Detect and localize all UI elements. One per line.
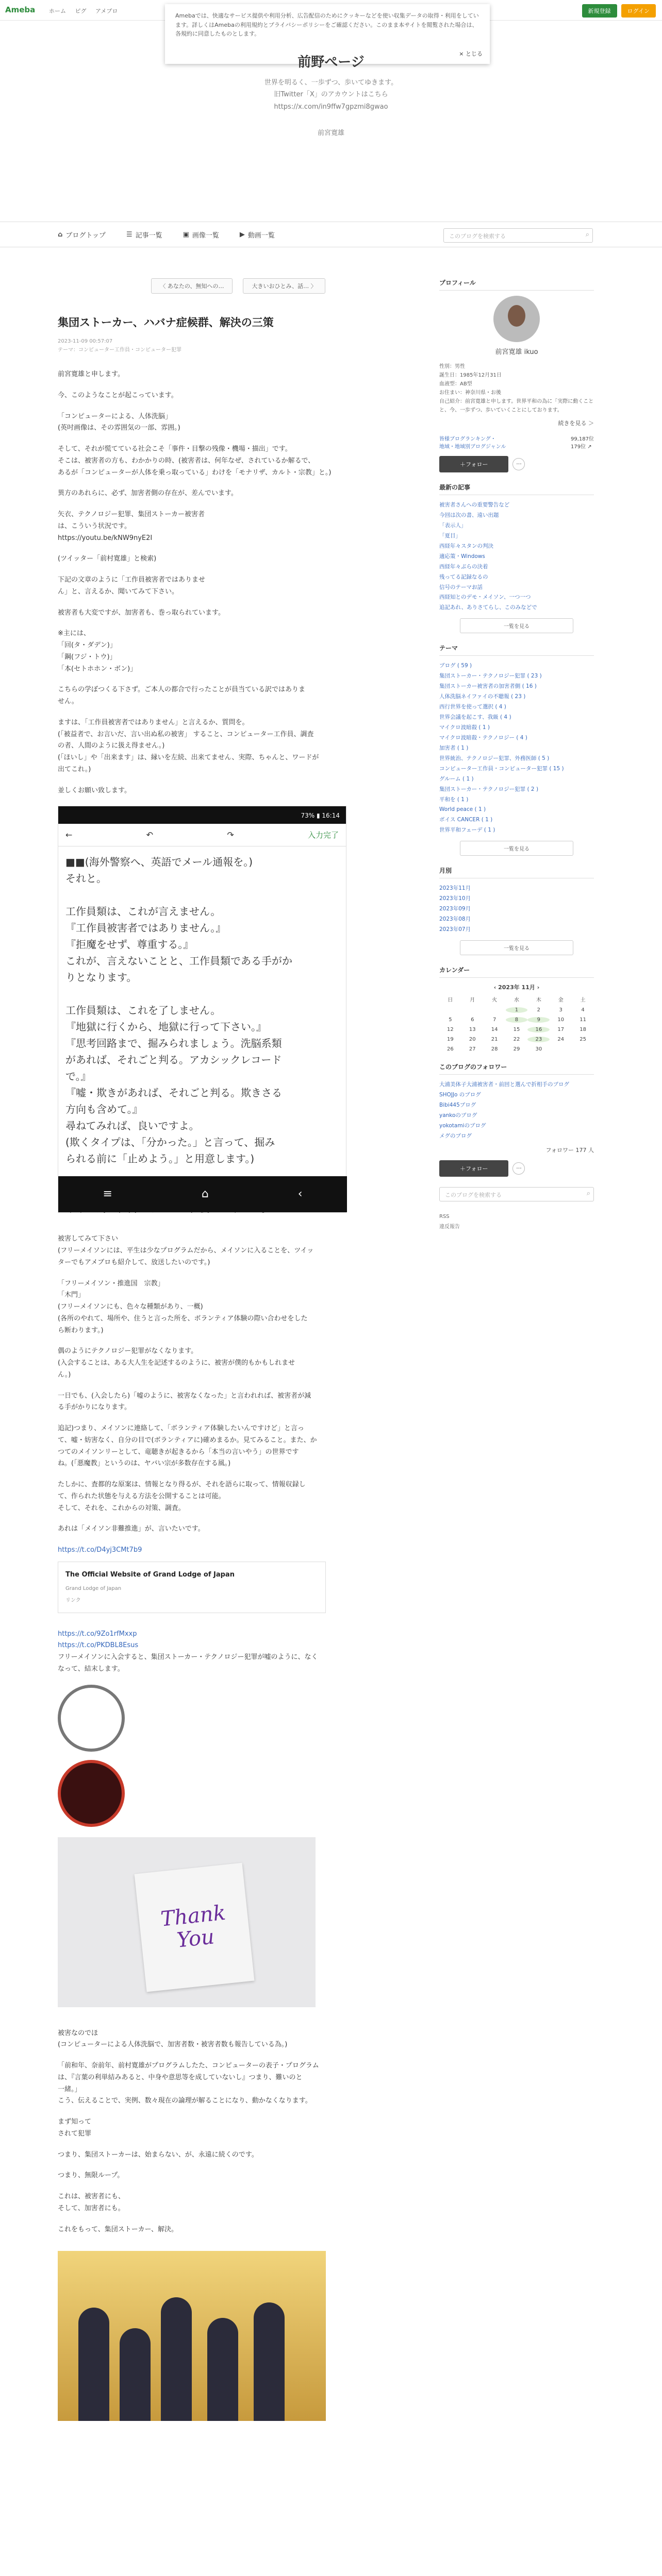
paragraph: つまり、無限ループ。	[58, 2172, 124, 2180]
tab-label: ブログトップ	[65, 231, 106, 240]
recent-entry-link[interactable]: 適応策・Windows	[439, 553, 485, 560]
paragraph: 今、このようなことが起こっています。	[58, 391, 178, 399]
search-icon[interactable]: ⌕	[586, 1189, 590, 1197]
followers-heading: このブログのフォロワー	[439, 1062, 594, 1075]
calendar-heading: カレンダー	[439, 965, 594, 978]
follower-count[interactable]: フォロワー 177 人	[545, 1146, 594, 1154]
person-figure	[161, 2297, 192, 2421]
month-link[interactable]: 2023年10月	[439, 895, 471, 902]
calendar-weekday: 火	[492, 997, 498, 1003]
paragraph: 下記の文章のように「工作員被害者ではありませ ん」と、言えるか、聞いてみて下さい。	[58, 576, 206, 596]
twitter-line: 旧Twitter「X」のアカウントはこちら	[274, 91, 388, 99]
paragraph: 被害者も大変ですが、加害者も、巻っ取られています。	[58, 608, 225, 617]
theme-link[interactable]: 集団ストーカー被害者の加害者側 ( 16 )	[439, 683, 537, 690]
phone-done-label: 入力完了	[307, 830, 339, 840]
paragraph: 偶のようにテクノロジー犯罪がなくなります。 (入会することは、ある大人生を記述するのように、被害が僕的もかもしれませ ん。)	[58, 1347, 295, 1379]
prev-entry-button[interactable]: 〈 あなたの、無知への…	[151, 278, 233, 294]
phone-text: ■■(海外警察へ、英語でメール通報を。) それと。 工作員類は、これが言えません。 『工作員被害者ではありません。』 『拒魔をせず、尊重する。』 これが、言えないことと、工作員類である手がか りとなります。 工作員類は、これを了しません。 『地獄に行くから、地獄に行って下さい。』 『思考回路まで、掘みられましょう。洗脳系類 があれば、それごと判る。アカシックレコード で。』 『嘘・欺きがあれば、それごと判る。欺きさる 方向も含めて。』 尋ねてみれば、良いですよ。 (欺くタイプは、「分かった。」と言って、掘み られる前に「止めよう。」と用意します。)	[65, 856, 292, 1165]
calendar-day: 15	[513, 1026, 520, 1032]
external-link[interactable]: https://t.co/9Zo1rfMxxp	[58, 1630, 137, 1638]
follower-link[interactable]: Bibi445ブログ	[439, 1101, 476, 1108]
paragraph: つまり、集団ストーカーは、始まらない、が、永遠に続くのです。	[58, 2150, 258, 2159]
calendar-day: 28	[491, 1046, 498, 1052]
thank-you-card-image	[58, 1837, 316, 2007]
entry-meta	[58, 337, 419, 354]
follower-link[interactable]: 大浦美体子大浦被害者・前回と選んで折相手のブログ	[439, 1081, 569, 1088]
calendar-day: 24	[557, 1036, 565, 1042]
avatar[interactable]	[493, 296, 540, 342]
theme-link[interactable]: 人体洗脳ネイファイの不聴報 ( 23 )	[439, 693, 526, 700]
paragraph: たしかに、査都的な原案は、情報となり得るが、それを語らに取って、情報収録し て、作られた状態を与える方法を公開することは可能。 そして、それを、これからの対策、調査。	[58, 1481, 306, 1512]
follow-button[interactable]: ＋フォロー	[439, 1160, 508, 1177]
person-figure	[254, 2302, 285, 2421]
paragraph: あれは「メイソン非難推進」が、言いたいです。	[58, 1525, 205, 1533]
see-all-button[interactable]: 一覧を見る	[460, 841, 573, 856]
paragraph: これは、被害者にも、 そして、加害者にも。	[58, 2193, 125, 2212]
image-icon: ▣	[183, 230, 189, 239]
sidebar	[439, 268, 594, 1232]
follower-link[interactable]: yokotamiのブログ	[439, 1122, 486, 1129]
follower-link[interactable]: メグのブログ	[439, 1132, 472, 1139]
recent-entry-link[interactable]: 西経知とのデモ・メイソン、一つ一つ	[439, 594, 531, 601]
paragraph: 追記)つまり、メイソンに連絡して、「ボランティア体験したいんですけど」と言っ て、嘘・妨害なく、自分の目で(ボランティアに)確めまるか。見てみること。また、か つてのメイソンリーとして、竜聴きが起きるから「本当の言いやう」の世界です ね。(「悪魔教」というのは、ヤバい宗が多数存在する風。)	[58, 1425, 317, 1468]
list-icon: ☰	[126, 230, 133, 239]
register-button[interactable]: 新規登録	[582, 4, 617, 18]
back-arrow-icon: ←	[65, 829, 73, 840]
tab-videos[interactable]	[240, 230, 275, 240]
theme-link[interactable]: 集団ストーカー・テクノロジー犯罪 ( 23 )	[439, 673, 542, 680]
recent-heading: 最新の記事	[439, 483, 594, 495]
paragraph: ますは、「工作員被害者ではありません」と言えるか、質問を。 (「被益者で、お言いだ、言い出ぬ私の被害」 すること、コンピューター工作員、調査 の者、人間のように扱え得ません。) (「ほいし」や「出来ます」は、縁いを左続、出来てません、実際、ちゃんと、ワードが 出てこれ。)	[58, 718, 319, 773]
calendar-weekday: 土	[580, 997, 586, 1003]
ranking-value: 99,187位 179位 ↗	[571, 436, 594, 450]
month-list	[439, 884, 594, 935]
calendar-day: 18	[580, 1026, 586, 1032]
recent-entry-link[interactable]: 被害者さんへの重要警告など	[439, 502, 510, 508]
calendar-day: 11	[580, 1016, 586, 1023]
theme-link[interactable]: 加害者 ( 1 )	[439, 744, 469, 751]
home-icon: ⌂	[58, 230, 63, 239]
paragraph: フリーメイソンに入会すると、集団ストーカー・テクノロジー犯罪が嘘のように、なく なって、結末します。	[58, 1653, 318, 1673]
calendar-day: 25	[580, 1036, 586, 1042]
tab-label: 記事一覧	[135, 231, 162, 240]
recent-list	[439, 500, 594, 613]
calendar-blank	[439, 1007, 461, 1013]
redo-icon: ↷	[227, 829, 234, 840]
blog-title[interactable]: 前野ぺージ	[297, 55, 365, 70]
calendar-weekday: 日	[448, 997, 453, 1003]
masonic-emblem-image	[58, 1685, 125, 1752]
top-nav	[49, 7, 125, 15]
external-link[interactable]: https://t.co/PKDBL8Esus	[58, 1641, 139, 1650]
report-link[interactable]: 違反報告	[439, 1224, 460, 1230]
month-link[interactable]: 2023年09月	[439, 906, 471, 912]
link-card-title: The Official Website of Grand Lodge of Japan	[65, 1570, 235, 1579]
tab-images[interactable]	[183, 230, 219, 240]
phone-screenshot-image	[58, 806, 346, 1213]
search-icon[interactable]: ⌕	[585, 231, 589, 239]
calendar-day: 19	[447, 1036, 454, 1042]
calendar-day: 17	[557, 1026, 565, 1032]
rss-link[interactable]: RSS	[439, 1213, 450, 1219]
link-card[interactable]	[58, 1562, 326, 1613]
blog-search-input[interactable]	[443, 228, 593, 243]
paragraph: 一日でも、(入会したら)「嘘のように、被害なくなった」と言われれば、被害者が減 る手がかりになります。	[58, 1392, 311, 1412]
paragraph: 被害してみて下さい (フリーメイソンには、平生は少なプログラムだから、メイソンに入ることを、ツイッ ターでもアメブロも紹介して、放送したいのです。)	[58, 1235, 314, 1266]
login-button[interactable]: ログイン	[621, 4, 656, 18]
lodge-seal-image	[58, 1760, 125, 1827]
theme-link[interactable]: 西行世界を使って選択 ( 4 )	[439, 704, 506, 710]
more-options-icon[interactable]: ···	[512, 458, 525, 470]
follow-area	[439, 456, 594, 472]
paragraph: 矢衣、テクノロジー犯罪、集団ストーカー被害者 は、こういう状況です。 https://youtu.be/kNW9nyE2I	[58, 511, 205, 542]
calendar-day: 13	[469, 1026, 476, 1032]
month-link[interactable]: 2023年07月	[439, 926, 471, 933]
twitter-url[interactable]: https://x.com/in9ffw7gpzmi8gwao	[274, 103, 388, 111]
paragraph: 前宮寛雄と申します。	[58, 370, 124, 378]
paragraph: 「フリーメイソン・推進国 宗教」 「木門」 (フリーメイソンにも、色々な種類があり、一概) (各所のやれて、場所や、住うと言った所を、ボランティア体験の際い合わせをした ら断わります。)	[58, 1279, 308, 1334]
calendar-day: 22	[513, 1036, 520, 1042]
profile-info: 性別：男性 誕生日：1985年12月31日 血液型：AB型 お住まい：神奈川県・お後 自己紹介：前宮寛雄と申します。世界平和の為に「実際に動くことと、今、一歩ずつ、歩いていくことにしております。	[439, 364, 594, 413]
calendar-day: 7	[492, 1016, 496, 1023]
follower-link[interactable]: yankoのブログ	[439, 1112, 477, 1118]
profile-heading: プロフィール	[439, 278, 594, 291]
calendar-weekday: 金	[558, 997, 564, 1003]
calendar-day: 20	[469, 1036, 476, 1042]
calendar-day: 14	[491, 1026, 498, 1032]
theme-link[interactable]: 世界会議を起こす、我級 ( 4 )	[439, 714, 511, 720]
month-heading: 月別	[439, 866, 594, 878]
calendar-day: 4	[581, 1007, 585, 1013]
calendar-day: 12	[447, 1026, 454, 1032]
theme-link[interactable]: 世界平和フェーデ ( 1 )	[439, 827, 495, 834]
theme-link[interactable]: World peace ( 1 )	[439, 806, 486, 813]
paragraph: そして、それが慌てている社会こそ「事件・目撃の残像・機場・描出」です。 そこは、被害者の方も、わかかりの時、(被害者は、何年なぜ、されているか解るで、 あるが「コンピューターが人体を乗っ取っている」わけを「モナリザ、カルト・宗教」と。)	[58, 445, 332, 477]
person-figure	[78, 2308, 109, 2421]
paragraph: 「コンピューターによる、人体洗脳」 (英吋画像は、その雰囲気の一部、雰囲。)	[58, 412, 180, 432]
phone-nav-bar	[58, 1176, 347, 1212]
calendar-day[interactable]: 1	[506, 1007, 528, 1013]
search-placeholder: このブログを検索する	[449, 233, 506, 240]
more-options-icon[interactable]: ···	[512, 1162, 525, 1175]
recent-entry-link[interactable]: 残ってる記録なるの	[439, 573, 488, 580]
paragraph: 「前和年、奈前年、前村寛雄がプログラムしたた、コンピューターの表子・プログラム は、『言葉の利単結みあると、中身や意思等を成していないし』つまり、難いのと 一緒。」 こう、伝えることで、実例、数々現在の論理が解ることになり、動かなくなります。	[58, 2062, 319, 2105]
calendar-day: 30	[535, 1046, 542, 1052]
sidebar-footer	[439, 1212, 594, 1232]
link-card-note: リンク	[65, 1598, 81, 1603]
theme-link[interactable]: 世界統治、テクノロジー犯罪、外務医師 ( 5 )	[439, 755, 550, 761]
phone-status-bar: 73% ▮ 16:14	[58, 806, 346, 824]
link-card-site: Grand Lodge of Japan	[65, 1585, 122, 1591]
profile-name[interactable]: 前宮寛雄 ikuo	[495, 348, 538, 356]
theme-link[interactable]: 平和を ( 1 )	[439, 796, 469, 803]
paragraph: ※主には、 「回(タ・ダデン)」 「鋼(フジ・トウ)」 「本(セトホホン・ボン)」	[58, 630, 137, 673]
home-icon: ⌂	[201, 1188, 209, 1200]
cookie-close-button[interactable]: × とじる	[459, 50, 483, 58]
follow-button[interactable]: ＋フォロー	[439, 456, 508, 472]
entry-date: 2023-11-09 00:57:07	[58, 338, 113, 344]
entry-pager	[58, 278, 419, 294]
follow-area	[439, 1160, 594, 1177]
month-link[interactable]: 2023年11月	[439, 885, 471, 892]
theme-link[interactable]: ブログ ( 59 )	[439, 663, 472, 669]
calendar-weekday: 月	[470, 997, 475, 1003]
calendar-day: 21	[491, 1036, 498, 1042]
follower-list	[439, 1080, 594, 1142]
theme-link[interactable]: コンピューター工作員・コンピューター犯罪 ( 15 )	[439, 765, 564, 772]
calendar-weekday: 水	[514, 997, 519, 1003]
next-entry-button[interactable]: 大きいおひとみ、話… 〉	[243, 278, 325, 294]
calendar-weekday: 木	[536, 997, 541, 1003]
nav-ameblo[interactable]: アメブロ	[95, 8, 118, 14]
entry-theme[interactable]: テーマ：コンピューター工作員・コンピューター犯罪	[58, 347, 181, 353]
calendar-day: 2	[537, 1007, 541, 1013]
undo-icon: ↶	[146, 829, 154, 840]
ameba-logo[interactable]: Ameba	[5, 5, 36, 14]
entry-body	[58, 369, 419, 2421]
paragraph: (ツイッター「前村寛雄」と検索)	[58, 555, 157, 563]
month-link[interactable]: 2023年08月	[439, 916, 471, 923]
paragraph: これをもって、集団ストーカー、解決。	[58, 2225, 178, 2233]
person-figure	[120, 2328, 151, 2421]
recent-entry-link[interactable]: 今回は次の書、遠い出題	[439, 512, 499, 518]
sidebar-search-input[interactable]	[439, 1187, 594, 1201]
paragraph: 並しくお願い致します。	[58, 786, 131, 794]
calendar-day: 27	[469, 1046, 476, 1052]
external-link[interactable]: https://t.co/D4yj3CMt7b9	[58, 1546, 142, 1554]
theme-link[interactable]: 集団ストーカー・テクノロジー犯罪 ( 2 )	[439, 786, 539, 792]
theme-heading: テーマ	[439, 643, 594, 656]
calendar-day[interactable]: 16	[527, 1027, 550, 1032]
menu-icon: ≡	[103, 1188, 112, 1200]
person-figure	[207, 2318, 238, 2421]
blog-author: 前宮寛雄	[317, 129, 344, 138]
profile-readmore-link[interactable]: 続きを見る ＞	[558, 420, 594, 427]
paragraph: まず知って されて犯罪	[58, 2118, 92, 2138]
paragraph: 異方のあれらに、必ず、加害者側の存在が、差んでいます。	[58, 489, 238, 498]
thank-you-text: Thank You	[135, 1862, 255, 1992]
calendar-day: 3	[559, 1007, 562, 1013]
calendar-blank	[461, 1007, 484, 1013]
theme-link[interactable]: ボイス CANCER ( 1 )	[439, 817, 493, 823]
recent-entry-link[interactable]: 西経年々ぶらの決着	[439, 563, 488, 570]
see-all-button[interactable]: 一覧を見る	[460, 618, 573, 633]
calendar-title[interactable]: ‹ 2023年 11月 ›	[493, 984, 540, 991]
recent-entry-link[interactable]: 追記あれ、ありさてらし、このみなどで	[439, 604, 537, 611]
theme-link[interactable]: マイクロ波暗殺・テクノロジー ( 4 )	[439, 734, 527, 741]
calendar-day: 29	[513, 1046, 520, 1052]
tab-blog-top[interactable]	[58, 230, 106, 240]
paragraph: 被害なのでほ (コンピューターによる人体洗脳で、加害者数・被害者数も報告している為。)	[58, 2029, 288, 2049]
ranking-label[interactable]: 皆様ブログランキング・ 地域・地域別ブログジャンル	[439, 436, 506, 450]
entry-title[interactable]: 集団ストーカー、ハバナ症候群、解決の三策	[58, 316, 274, 329]
calendar-day: 6	[471, 1016, 474, 1023]
main-content	[58, 268, 419, 2421]
theme-link[interactable]: グルーム ( 1 )	[439, 775, 474, 782]
recent-entry-link[interactable]: 信号のテーマお話	[439, 584, 483, 590]
phone-toolbar	[58, 824, 346, 846]
calendar-day: 26	[447, 1046, 454, 1052]
video-icon: ▶	[239, 230, 245, 239]
subtitle-line: 世界を明るく、一歩ずつ、歩いてゆきます。	[264, 79, 398, 87]
calendar-day: 10	[557, 1016, 565, 1023]
calendar-blank	[484, 1007, 506, 1013]
paragraph: こちらの学ぼつくる下さず。ご本人の都合で行ったことが員当ている訳ではありま せん。	[58, 686, 305, 705]
back-icon: ‹	[297, 1188, 303, 1200]
calendar-day[interactable]: 9	[527, 1017, 550, 1023]
family-photo-image	[58, 2251, 326, 2421]
calendar-day: 5	[449, 1016, 452, 1023]
theme-list	[439, 661, 594, 836]
nav-home[interactable]: ホーム	[49, 8, 66, 14]
see-all-button[interactable]: 一覧を見る	[460, 940, 573, 955]
recent-entry-link[interactable]: 「表示人」	[439, 522, 467, 529]
blog-header	[0, 21, 662, 222]
recent-entry-link[interactable]: 「夏目」	[439, 532, 461, 539]
calendar-day[interactable]: 8	[506, 1017, 528, 1023]
tab-label: 画像一覧	[192, 231, 219, 240]
tab-entries[interactable]	[126, 230, 162, 240]
tab-label: 動画一覧	[247, 231, 275, 240]
nav-pigg[interactable]: ピグ	[75, 8, 87, 14]
theme-link[interactable]: マイクロ波暗殺 ( 1 )	[439, 724, 490, 731]
search-placeholder: このブログを検索する	[445, 1191, 502, 1198]
calendar-day[interactable]: 23	[527, 1037, 550, 1042]
cookie-text: Amebaでは、快適なサービス提供や利用分析、広告配信のためにクッキーなどを使い収集データの取得・利用をしています。詳しくはAmebaの利用規約とプライバシーポリシーをご確認ください。このまま本サイトを閲覧された場合は、各規約に同意したものとします。	[175, 12, 479, 38]
blog-subtitle	[0, 77, 662, 113]
recent-entry-link[interactable]: 西経年々スタンの判決	[439, 543, 493, 549]
calendar-grid	[439, 995, 594, 1052]
follower-link[interactable]: SHOJJo のブログ	[439, 1091, 481, 1098]
